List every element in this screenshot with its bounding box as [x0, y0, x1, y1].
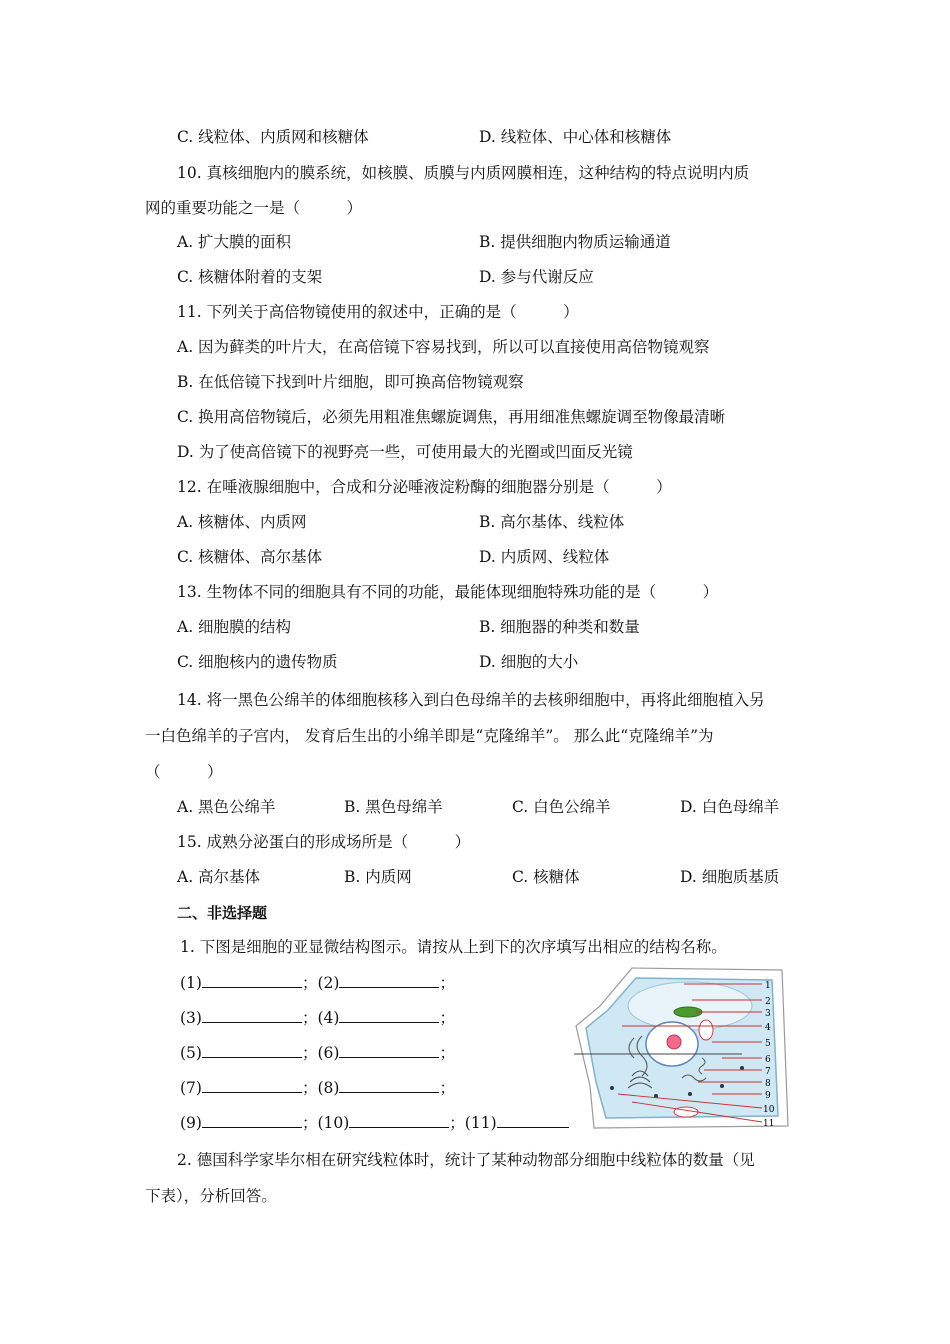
q13-option-d: D. 细胞的大小 — [479, 653, 579, 671]
answer-blank-7[interactable] — [202, 1077, 302, 1093]
diagram-label-10: 10 — [763, 1105, 775, 1115]
blank-label-8: ；(8) — [301, 1079, 340, 1097]
diagram-label-1: 1 — [765, 981, 771, 991]
blank-label-4: ；(4) — [301, 1009, 340, 1027]
answer-blank-2[interactable] — [339, 972, 439, 988]
q12-option-d: D. 内质网、线粒体 — [479, 548, 610, 566]
q15-option-c: C. 核糖体 — [512, 868, 580, 886]
q11-option-a: A. 因为藓类的叶片大，在高倍镜下容易找到，所以可以直接使用高倍物镜观察 — [177, 338, 710, 356]
diagram-label-6: 6 — [765, 1055, 771, 1065]
q14-option-c: C. 白色公绵羊 — [512, 798, 611, 816]
p2-line2: 下表），分析回答。 — [145, 1187, 277, 1205]
answer-blank-5[interactable] — [202, 1042, 302, 1058]
blank-label-5: (5) — [180, 1044, 202, 1062]
answer-blank-3[interactable] — [202, 1007, 302, 1023]
semicolon: ； — [439, 1079, 455, 1097]
q15-option-b: B. 内质网 — [344, 868, 412, 886]
diagram-label-5: 5 — [765, 1039, 771, 1049]
diagram-label-4: 4 — [765, 1023, 771, 1033]
q15-option-a: A. 高尔基体 — [177, 868, 261, 886]
semicolon: ； — [439, 974, 455, 992]
q12-option-b: B. 高尔基体、线粒体 — [479, 513, 625, 531]
blank-row-5 — [180, 1112, 569, 1133]
q15-option-d: D. 细胞质基质 — [680, 868, 780, 886]
q10-option-a: A. 扩大膜的面积 — [177, 233, 292, 251]
ribosome — [610, 1086, 614, 1090]
ribosome — [720, 1084, 724, 1088]
q14-stem-line2: 一白色绵羊的子宫内， 发育后生出的小绵羊即是“克隆绵羊”。 那么此“克隆绵羊”为 — [145, 727, 714, 745]
answer-blank-11[interactable] — [497, 1112, 569, 1128]
blank-row-3 — [180, 1042, 455, 1063]
q10-option-b: B. 提供细胞内物质运输通道 — [479, 233, 671, 251]
q11-option-b: B. 在低倍镜下找到叶片细胞，即可换高倍物镜观察 — [177, 373, 524, 391]
blank-label-1: (1) — [180, 974, 202, 992]
semicolon: ； — [439, 1009, 455, 1027]
q14-option-a: A. 黑色公绵羊 — [177, 798, 276, 816]
blank-label-9: (9) — [180, 1114, 202, 1132]
p2-line1: 2. 德国科学家毕尔相在研究线粒体时，统计了某种动物部分细胞中线粒体的数量（见 — [177, 1151, 755, 1169]
diagram-label-3: 3 — [765, 1009, 771, 1019]
cell-structure-diagram — [572, 966, 792, 1134]
q10-option-c: C. 核糖体附着的支架 — [177, 268, 323, 286]
diagram-label-8: 8 — [765, 1079, 771, 1089]
answer-blank-6[interactable] — [339, 1042, 439, 1058]
q14-stem-line1: 14. 将一黑色公绵羊的体细胞核移入到白色母绵羊的去核卵细胞中，再将此细胞植入另 — [177, 691, 765, 709]
answer-blank-10[interactable] — [349, 1112, 449, 1128]
q15-stem: 15. 成熟分泌蛋白的形成场所是（ ） — [177, 833, 471, 851]
q13-option-a: A. 细胞膜的结构 — [177, 618, 292, 636]
blank-label-11: ；(11) — [449, 1114, 497, 1132]
q14-option-d: D. 白色母绵羊 — [680, 798, 780, 816]
section-heading: 二、非选择题 — [177, 904, 268, 922]
mitochondrion — [699, 1020, 713, 1040]
q11-stem: 11. 下列关于高倍物镜使用的叙述中，正确的是（ ） — [177, 303, 579, 321]
q12-option-c: C. 核糖体、高尔基体 — [177, 548, 323, 566]
answer-blank-9[interactable] — [202, 1112, 302, 1128]
q11-option-c: C. 换用高倍物镜后，必须先用粗准焦螺旋调焦，再用细准焦螺旋调至物像最清晰 — [177, 408, 726, 426]
diagram-label-9: 9 — [765, 1091, 771, 1101]
p1-stem: 1. 下图是细胞的亚显微结构图示。请按从上到下的次序填写出相应的结构名称。 — [180, 938, 727, 956]
q9-option-c: C. 线粒体、内质网和核糖体 — [177, 128, 369, 146]
diagram-label-7: 7 — [765, 1067, 771, 1077]
vacuole — [628, 982, 752, 1030]
q9-option-d: D. 线粒体、中心体和核糖体 — [479, 128, 672, 146]
answer-blank-8[interactable] — [339, 1077, 439, 1093]
blank-row-1 — [180, 972, 455, 993]
semicolon: ； — [439, 1044, 455, 1062]
blank-row-2 — [180, 1007, 455, 1028]
q13-option-c: C. 细胞核内的遗传物质 — [177, 653, 338, 671]
diagram-label-11: 11 — [763, 1119, 775, 1129]
diagram-label-2: 2 — [765, 997, 771, 1007]
q14-option-b: B. 黑色母绵羊 — [344, 798, 443, 816]
q12-option-a: A. 核糖体、内质网 — [177, 513, 307, 531]
q10-option-d: D. 参与代谢反应 — [479, 268, 594, 286]
q14-stem-line3: （ ） — [145, 763, 223, 781]
blank-label-6: ；(6) — [301, 1044, 340, 1062]
blank-label-7: (7) — [180, 1079, 202, 1097]
q13-stem: 13. 生物体不同的细胞具有不同的功能，最能体现细胞特殊功能的是（ ） — [177, 583, 719, 601]
blank-label-3: (3) — [180, 1009, 202, 1027]
ribosome — [740, 1066, 744, 1070]
q13-option-b: B. 细胞器的种类和数量 — [479, 618, 640, 636]
q10-stem-line1: 10. 真核细胞内的膜系统，如核膜、质膜与内质网膜相连，这种结构的特点说明内质 — [177, 164, 750, 182]
blank-label-10: ；(10) — [301, 1114, 350, 1132]
q12-stem: 12. 在唾液腺细胞中，合成和分泌唾液淀粉酶的细胞器分别是（ ） — [177, 478, 672, 496]
blank-label-2: ；(2) — [301, 974, 340, 992]
ribosome — [688, 1092, 692, 1096]
answer-blank-1[interactable] — [202, 972, 302, 988]
nucleolus — [667, 1035, 681, 1049]
q11-option-d: D. 为了使高倍镜下的视野亮一些，可使用最大的光圈或凹面反光镜 — [177, 443, 633, 461]
q10-stem-line2: 网的重要功能之一是（ ） — [145, 199, 363, 217]
answer-blank-4[interactable] — [339, 1007, 439, 1023]
blank-row-4 — [180, 1077, 455, 1098]
